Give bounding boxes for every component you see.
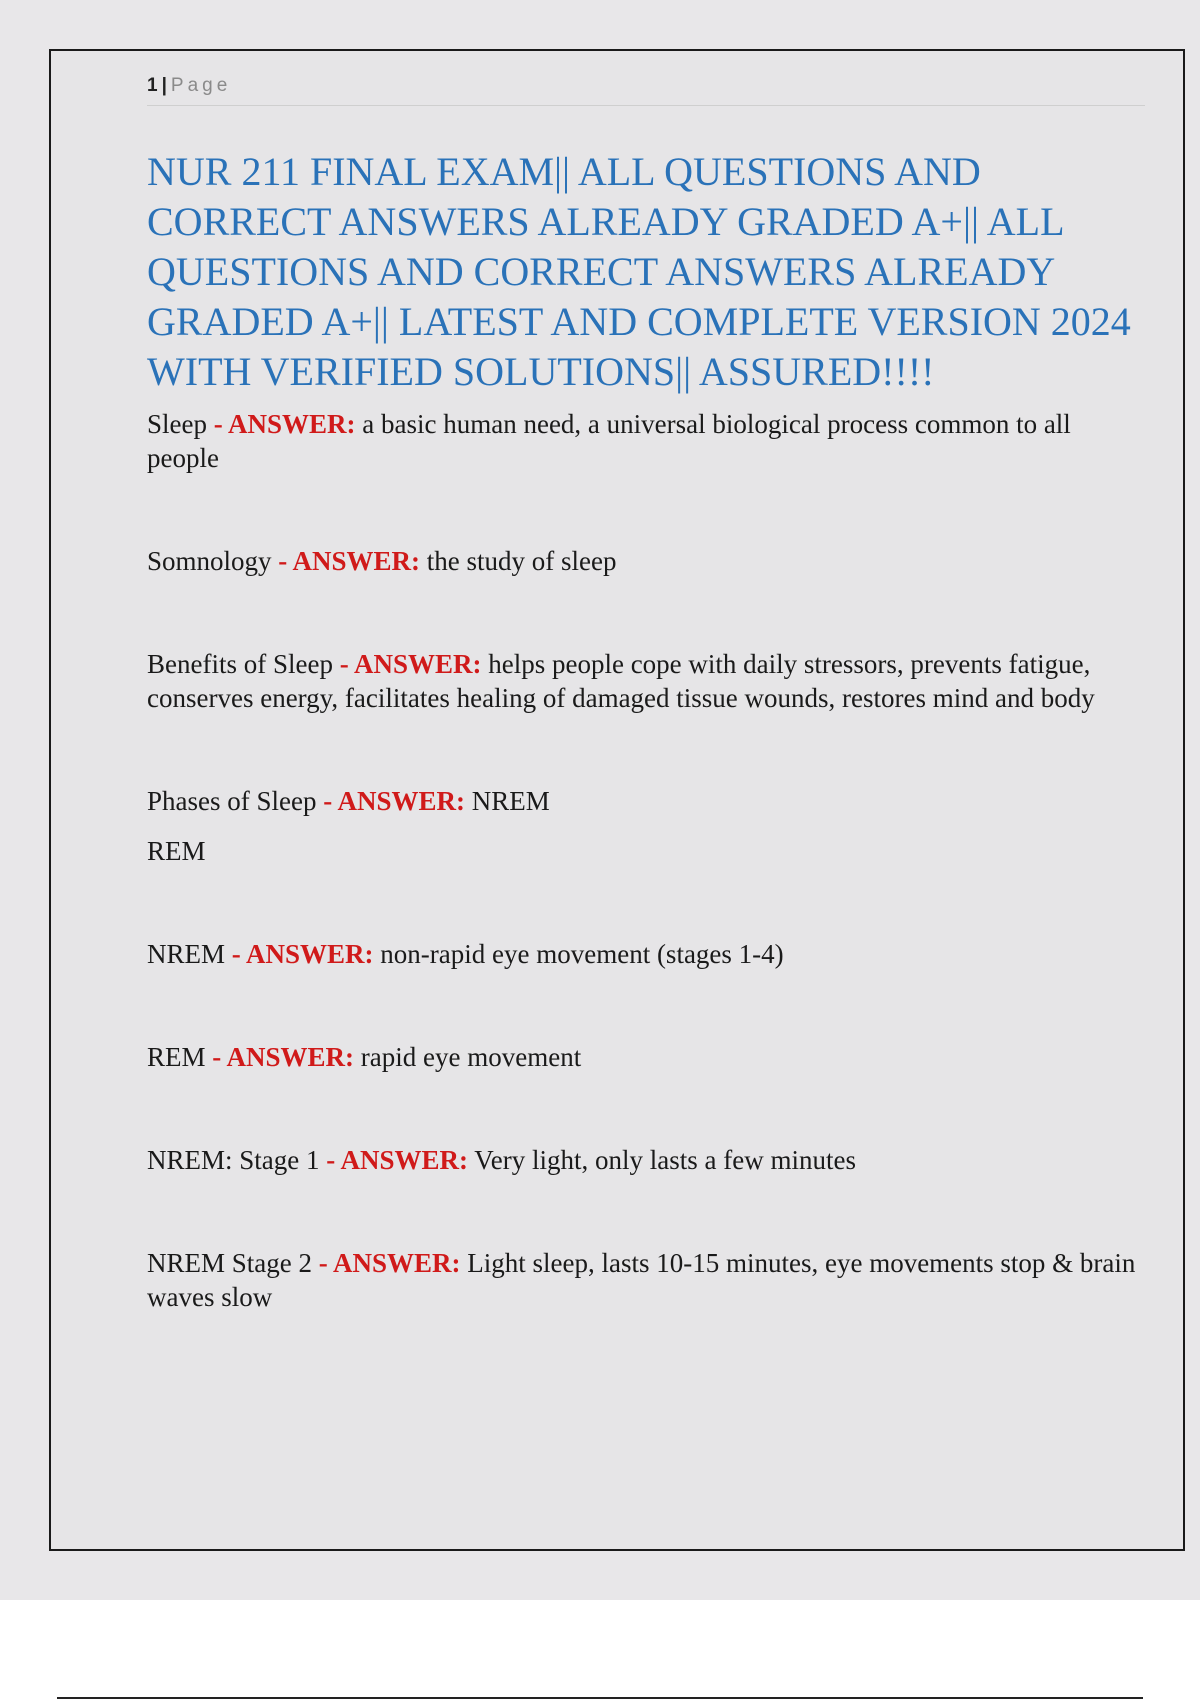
page-word: Page <box>170 75 232 96</box>
qa-term: Phases of Sleep <box>147 786 317 816</box>
answer-marker: - ANSWER: <box>231 939 374 969</box>
qa-answer: NREM <box>471 786 550 816</box>
qa-item-nrem-stage-2 <box>147 1246 1137 1314</box>
page-separator: | <box>161 75 167 96</box>
qa-term: NREM <box>147 939 226 969</box>
qa-answer: helps people cope with daily stressors, prevents fatigue, conserves energy, facilitates healing of damaged tissue wounds, restores mind and body <box>147 649 1095 713</box>
qa-term: Sleep <box>147 409 207 439</box>
answer-marker: - ANSWER: <box>278 546 421 576</box>
qa-answer: Light sleep, lasts 10-15 minutes, eye movements stop & brain waves slow <box>147 1248 1136 1312</box>
qa-term: Somnology <box>147 546 272 576</box>
qa-item-phases-of-sleep <box>147 784 1137 818</box>
page-number: 1 <box>147 75 158 96</box>
qa-answer: a basic human need, a universal biological process common to all people <box>147 409 1071 473</box>
document-title: NUR 211 FINAL EXAM|| ALL QUESTIONS AND CORRECT ANSWERS ALREADY GRADED A+|| ALL QUESTIONS AND CORRECT ANSWERS ALREADY GRADED A+|| LATEST AND COMPLETE VERSION 2024 WITH VERIFIED SOLUTIONS|| ASSURED!!!! <box>147 149 1131 394</box>
qa-answer: Very light, only lasts a few minutes <box>474 1145 856 1175</box>
qa-term: NREM Stage 2 <box>147 1248 312 1278</box>
qa-answer: rapid eye movement <box>360 1042 582 1072</box>
qa-term: NREM: Stage 1 <box>147 1145 320 1175</box>
page-header <box>147 75 1145 106</box>
answer-marker: - ANSWER: <box>213 409 356 439</box>
qa-item-benefits-of-sleep <box>147 647 1137 715</box>
qa-item-nrem <box>147 937 1137 971</box>
answer-marker: - ANSWER: <box>326 1145 469 1175</box>
answer-marker: - ANSWER: <box>323 786 465 816</box>
answer-marker: - ANSWER: <box>318 1248 461 1278</box>
qa-item-somnology <box>147 544 1137 578</box>
qa-item-rem <box>147 1040 1137 1074</box>
document-page <box>49 49 1185 1551</box>
qa-answer: the study of sleep <box>426 546 617 576</box>
answer-marker: - ANSWER: <box>339 649 482 679</box>
qa-term: REM <box>147 1042 206 1072</box>
qa-item-sleep <box>147 407 1137 475</box>
qa-answer: non-rapid eye movement (stages 1-4) <box>380 939 784 969</box>
qa-term: Benefits of Sleep <box>147 649 333 679</box>
bottom-divider <box>57 1697 1143 1699</box>
qa-extra-line: REM <box>147 836 206 866</box>
qa-list <box>147 407 1137 1314</box>
qa-item-nrem-stage-1 <box>147 1143 1137 1177</box>
answer-marker: - ANSWER: <box>212 1042 355 1072</box>
